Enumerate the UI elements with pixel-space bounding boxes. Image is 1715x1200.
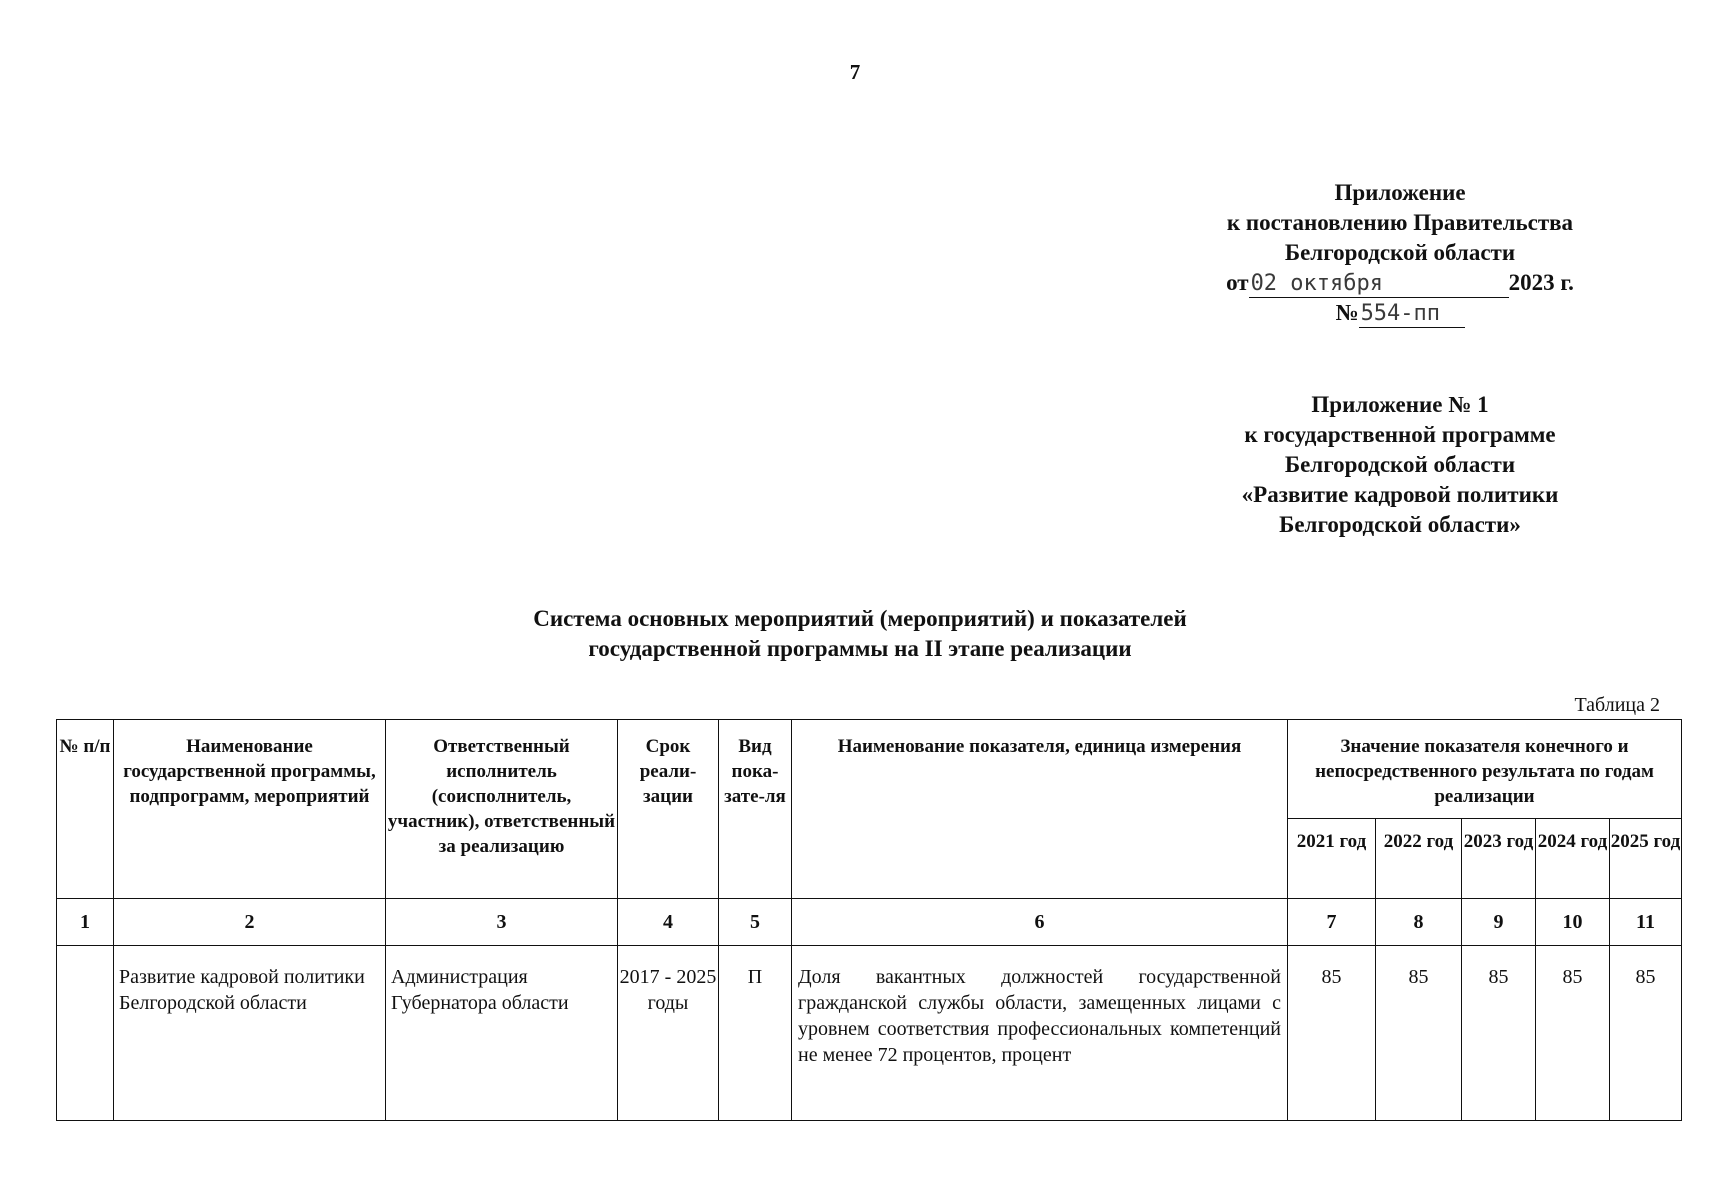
- header-executor: Ответственный исполнитель (соисполнитель, участник), ответственный за реализацию: [386, 720, 618, 899]
- number-prefix: №: [1335, 300, 1359, 325]
- row-value-2025: 85: [1610, 946, 1682, 1121]
- table-row: [57, 946, 1682, 1121]
- column-number: 8: [1376, 899, 1462, 946]
- header-indicator-name: Наименование показателя, единица измерения: [792, 720, 1288, 899]
- program-name-line1: «Развитие кадровой политики: [1241, 482, 1559, 507]
- header-program-name: Наименование государственной программы, подпрограмм, мероприятий: [114, 720, 386, 899]
- date-year: 2023 г.: [1508, 270, 1574, 295]
- column-number: 11: [1610, 899, 1682, 946]
- header-values-group: Значение показателя конечного и непосредственного результата по годам реализации: [1288, 720, 1682, 819]
- resolution-number-line: [1175, 298, 1625, 328]
- header-year-2025: 2025 год: [1610, 819, 1682, 899]
- row-value-2021: 85: [1288, 946, 1376, 1121]
- indicators-table: [56, 719, 1682, 1121]
- program-name-line2: Белгородской области»: [1279, 512, 1521, 537]
- program-appendix-heading: Приложение № 1: [1311, 392, 1489, 417]
- resolution-date-line: [1175, 268, 1625, 298]
- row-indicator-name: Доля вакантных должностей государственной гражданской службы области, замещенных лицами с уровнем соответствия профессиональных компетенций не менее 72 процентов, процент: [792, 946, 1288, 1121]
- column-number: 2: [114, 899, 386, 946]
- column-number: 7: [1288, 899, 1376, 946]
- document-title: [360, 604, 1360, 664]
- row-value-2023: 85: [1462, 946, 1536, 1121]
- header-period: Срок реали-зации: [618, 720, 719, 899]
- resolution-date: 02 октября: [1249, 270, 1509, 298]
- column-numbers-row: [57, 899, 1682, 946]
- row-value-2024: 85: [1536, 946, 1610, 1121]
- program-appendix-block: [1175, 390, 1625, 540]
- row-indicator-type: П: [719, 946, 792, 1121]
- column-number: 10: [1536, 899, 1610, 946]
- header-year-2022: 2022 год: [1376, 819, 1462, 899]
- program-appendix-reference: к государственной программе: [1244, 422, 1556, 447]
- header-year-2023: 2023 год: [1462, 819, 1536, 899]
- resolution-appendix-block: [1175, 178, 1625, 328]
- header-indicator-type: Вид пока-зате-ля: [719, 720, 792, 899]
- table-caption: Таблица 2: [1574, 694, 1660, 716]
- appendix-reference: к постановлению Правительства: [1226, 210, 1574, 235]
- document-title-line1: Система основных мероприятий (мероприятий) и показателей: [533, 606, 1187, 631]
- header-number: № п/п: [57, 720, 114, 899]
- appendix-region: Белгородской области: [1284, 240, 1516, 265]
- appendix-heading: Приложение: [1334, 180, 1466, 205]
- page-number: 7: [849, 60, 861, 84]
- header-year-2024: 2024 год: [1536, 819, 1610, 899]
- header-year-2021: 2021 год: [1288, 819, 1376, 899]
- resolution-number: 554-пп: [1359, 300, 1465, 328]
- row-number: [57, 946, 114, 1121]
- date-prefix: от: [1226, 270, 1249, 295]
- document-title-line2: государственной программы на II этапе реализации: [588, 636, 1132, 661]
- program-appendix-region: Белгородской области: [1284, 452, 1516, 477]
- row-value-2022: 85: [1376, 946, 1462, 1121]
- column-number: 4: [618, 899, 719, 946]
- column-number: 9: [1462, 899, 1536, 946]
- column-number: 5: [719, 899, 792, 946]
- row-period: 2017 - 2025 годы: [618, 946, 719, 1121]
- row-executor: Администрация Губернатора области: [386, 946, 618, 1121]
- column-number: 6: [792, 899, 1288, 946]
- column-number: 3: [386, 899, 618, 946]
- row-program-name: Развитие кадровой политики Белгородской области: [114, 946, 386, 1121]
- column-number: 1: [57, 899, 114, 946]
